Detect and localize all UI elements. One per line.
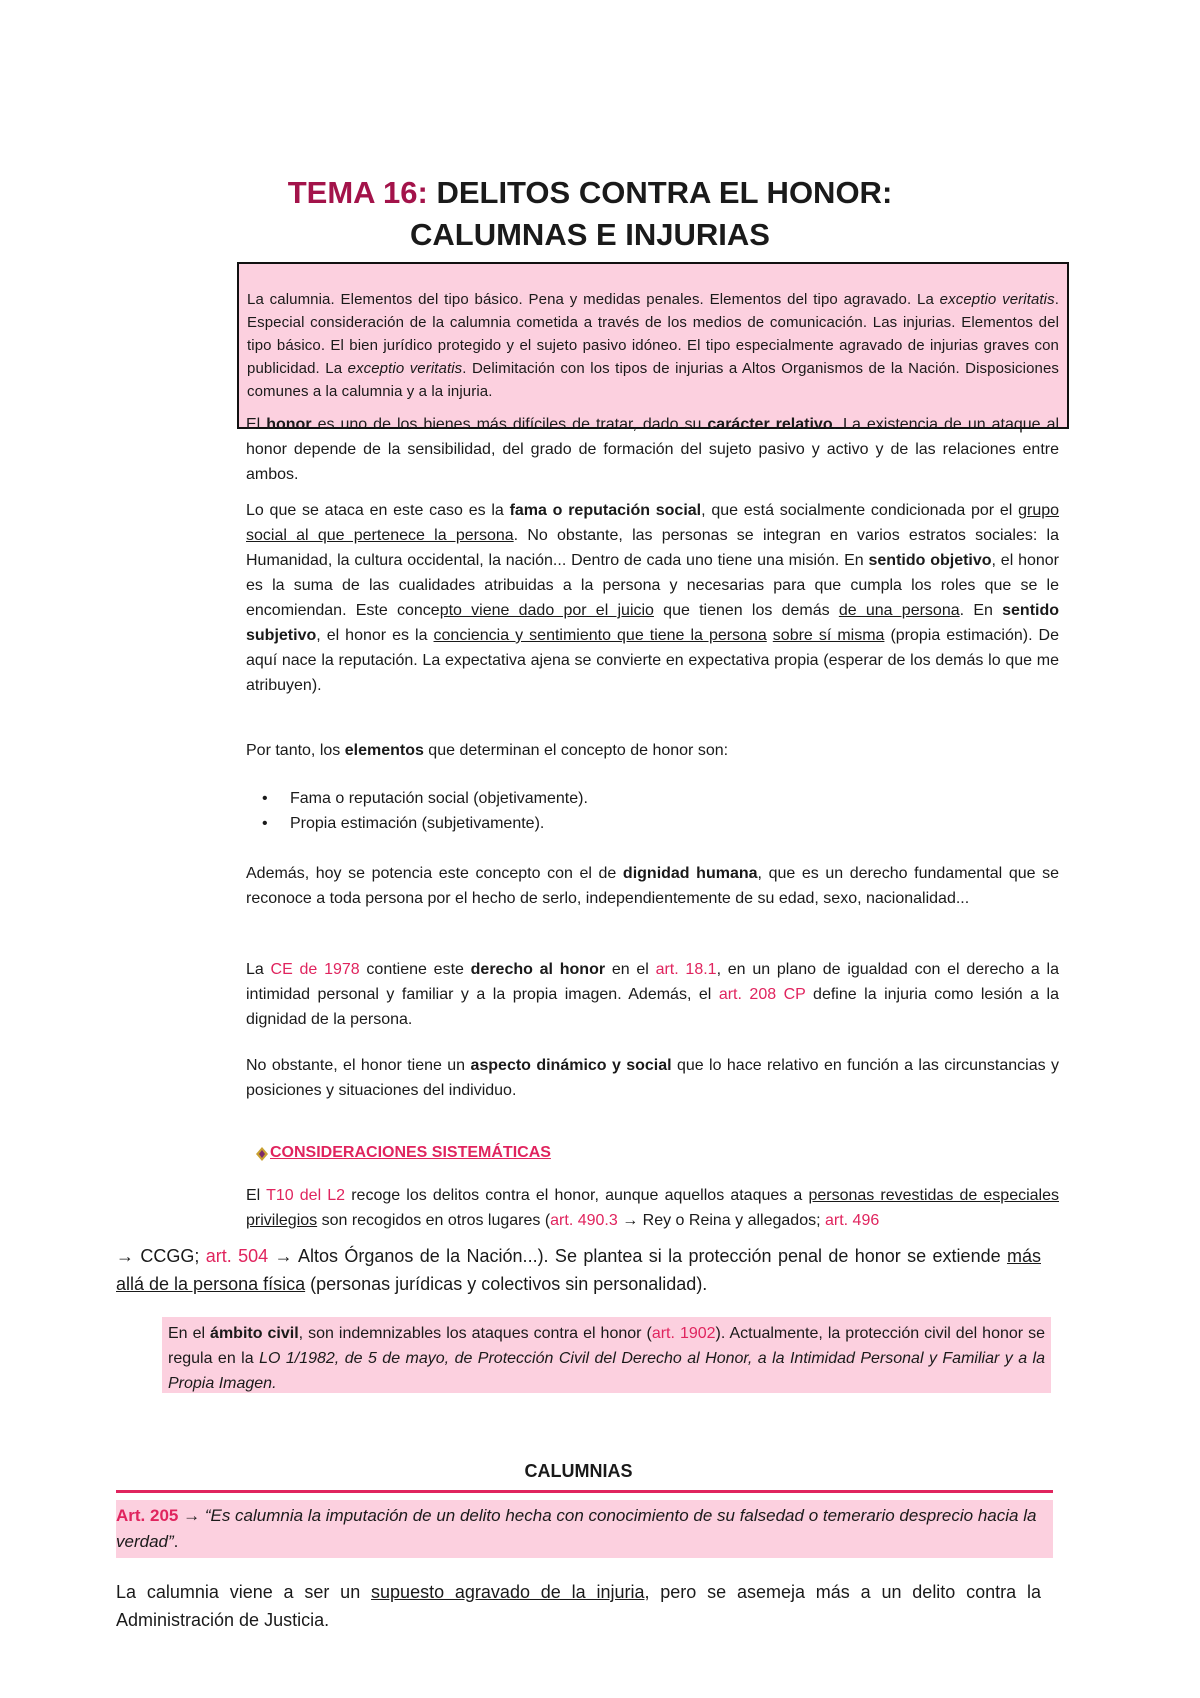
law-reference-link[interactable]: art. 18.1 (655, 961, 717, 978)
article-quote-box: Art. 205 → “Es calumnia la imputación de un delito hecha con conocimiento de su falsedad o temerario desprecio hacia la verdad”. (116, 1500, 1053, 1558)
law-reference-link[interactable]: Art. 205 (116, 1506, 179, 1525)
title-prefix: TEMA 16: (287, 175, 428, 210)
law-reference-link[interactable]: art. 504 (205, 1246, 269, 1266)
page-title (200, 172, 980, 256)
paragraph-dignidad: Además, hoy se potencia este concepto con el de dignidad humana, que es un derecho fundamental que se reconoce a toda persona por el hecho de serlo, independientemente de su edad, sexo, nacionalidad... (246, 865, 1060, 907)
paragraph-ccgg: → CCGG; art. 504 → Altos Órganos de la Nación...). Se plantea si la protección penal de honor se extiende más allá de la persona física (personas jurídicas y colectivos sin personalidad). (116, 1246, 1041, 1294)
summary-text: La calumnia. Elementos del tipo básico. Pena y medidas penales. Elementos del tipo agravado. La (247, 291, 940, 308)
bullet-icon: • (262, 815, 268, 832)
civil-protection-box: En el ámbito civil, son indemnizables los ataques contra el honor (art. 1902). Actualmente, la protección civil del honor se regula en la LO 1/1982, de 5 de mayo, de Protección Civil del Derecho al Honor, a la Intimidad Personal y Familiar y a la Propia Imagen. (162, 1317, 1051, 1393)
law-reference-link[interactable]: art. 496 (824, 1212, 880, 1229)
title-line2: CALUMNAS E INJURIAS (410, 217, 770, 252)
list-item: • Propia estimación (subjetivamente). (246, 811, 588, 836)
paragraph-dinamico: No obstante, el honor tiene un aspecto dinámico y social que lo hace relativo en función a las circunstancias y posiciones y situaciones del individuo. (246, 1057, 1059, 1099)
paragraph-honor-intro: El honor es uno de los bienes más difíciles de tratar, dado su carácter relativo. La existencia de un ataque al honor depende de la sensibilidad, del grado de formación del sujeto pasivo y activo y de las relaciones entre ambos. (246, 416, 1060, 483)
paragraph-calumnia: La calumnia viene a ser un supuesto agravado de la injuria, pero se asemeja más a un delito contra la Administración de Justicia. (116, 1582, 1041, 1630)
bullet-list (246, 786, 588, 836)
topic-summary-box (237, 262, 1069, 429)
summary-text: . Delimitación con los tipos de injurias a Altos Organismos de la Nación. Disposiciones comunes a la calumnia y a la injuria. (247, 360, 1059, 400)
section-heading-label: CONSIDERACIONES SISTEMÁTICAS (270, 1144, 551, 1161)
section-heading (270, 1144, 551, 1162)
list-item: • Fama o reputación social (objetivamente). (246, 786, 588, 811)
law-reference-link[interactable]: CE de 1978 (270, 961, 360, 978)
paragraph-t10: El T10 del L2 recoge los delitos contra el honor, aunque aquellos ataques a personas revestidas de especiales privilegios son recogidos en otros lugares (art. 490.3 → Rey o Reina y allegados; art. 496 (246, 1187, 1060, 1229)
bullet-icon: • (262, 790, 268, 807)
diamond-bullet-icon (256, 1147, 268, 1161)
calumnias-heading: CALUMNIAS (524, 1461, 633, 1481)
law-reference-link[interactable]: art. 208 CP (718, 986, 806, 1003)
paragraph-fama: Lo que se ataca en este caso es la fama o reputación social, que está socialmente condicionada por el grupo social al que pertenece la persona. No obstante, las personas se integran en varios estratos sociales: la Humanidad, la cultura occidental, la nación... Dentro de cada uno tiene una misión. En sentido objetivo, el honor es la suma de las cualidades atribuidas a la persona y necesarias para que cumpla los roles que se le encomiendan. Este concepto viene dado por el juicio que tienen los demás de una persona. En sentido subjetivo, el honor es la conciencia y sentimiento que tiene la persona sobre sí misma (propia estimación). De aquí nace la reputación. La expectativa ajena se convierte en expectativa propia (esperar de los demás lo que me atribuyen). (246, 502, 1060, 694)
summary-italic: exceptio veritatis (939, 291, 1055, 308)
paragraph-ce: La CE de 1978 contiene este derecho al honor en el art. 18.1, en un plano de igualdad con el derecho a la intimidad personal y familiar y a la propia imagen. Además, el art. 208 CP define la injuria como lesión a la dignidad de la persona. (246, 961, 1060, 1028)
summary-italic: exceptio veritatis (347, 360, 463, 377)
heading-divider (116, 1490, 1053, 1493)
title-line1: DELITOS CONTRA EL HONOR: (436, 175, 893, 210)
law-reference-link[interactable]: art. 1902 (651, 1325, 716, 1342)
summary-text: . Especial consideración de la calumnia cometida a través de los medios de comunicación. Las injurias. Elementos del tipo básico. El bien jurídico protegido y el sujeto pasivo idóneo. El tipo especialmente agravado de injurias graves con publicidad. La (247, 291, 1059, 377)
law-reference-link[interactable]: art. 490.3 (550, 1212, 618, 1229)
paragraph-elementos: Por tanto, los elementos que determinan el concepto de honor son: (246, 742, 729, 759)
law-reference-link[interactable]: T10 del L2 (266, 1187, 346, 1204)
